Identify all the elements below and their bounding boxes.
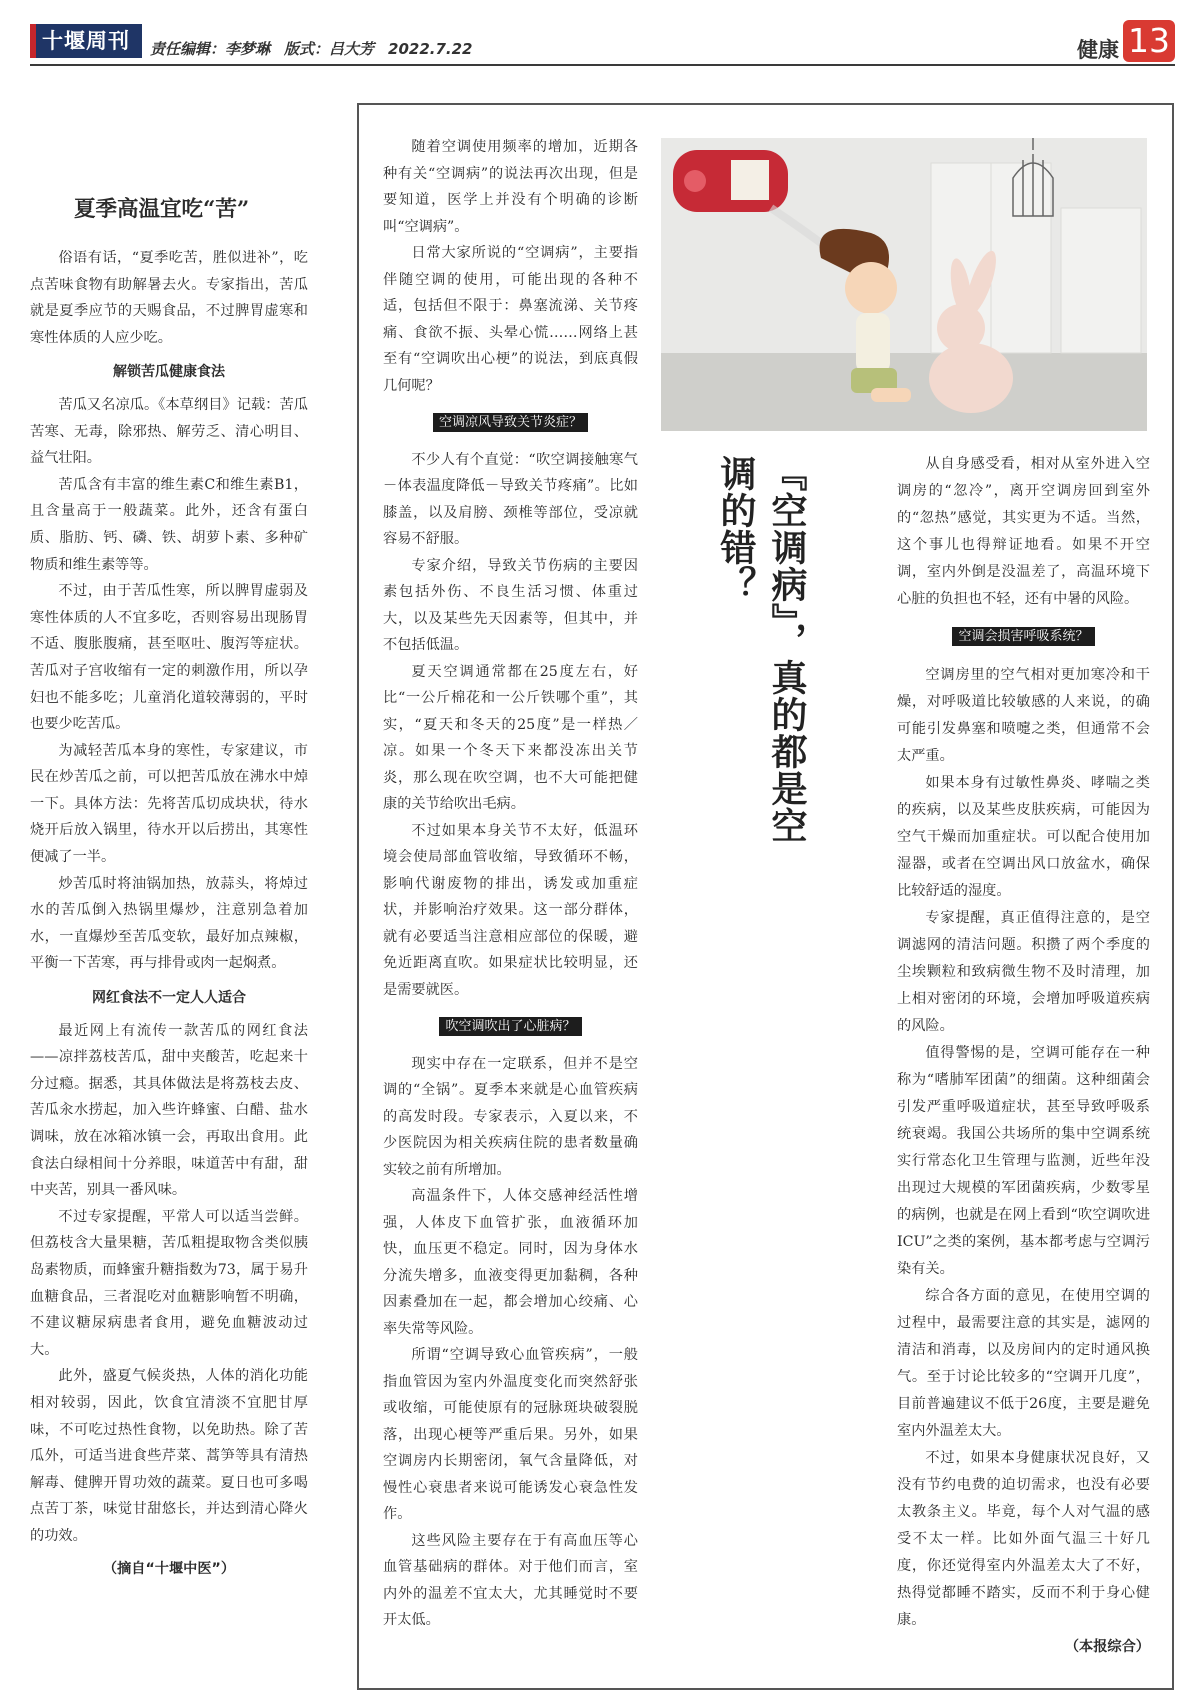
main-article-column-2 — [897, 451, 1150, 1661]
paragraph: 专家介绍，导致关节伤病的主要因素包括外伤、不良生活习惯、体重过大，以及某些先天因素等，但其中，并不包括低温。 — [383, 557, 638, 653]
paragraph: 专家提醒，真正值得注意的，是空调滤网的清洁问题。积攒了两个季度的尘埃颗粒和致病微生物不及时清理，加上相对密闭的环境，会增加呼吸道疾病的风险。 — [897, 910, 1150, 1034]
paragraph: 随着空调使用频率的增加，近期各种有关“空调病”的说法再次出现，但是要知道，医学上并没有个明确的诊断叫“空调病”。 — [383, 139, 638, 235]
section-title: 健康 — [1077, 38, 1119, 62]
paragraph: 高温条件下，人体交感神经活性增强，人体皮下血管扩张，血液循环加快，血压更不稳定。同时，因为身体水分流失增多，血液变得更加黏稠，各种因素叠加在一起，都会增加心绞痛、心率失常等风险。 — [383, 1188, 638, 1337]
paragraph: 综合各方面的意见，在使用空调的过程中，最需要注意的其实是，滤网的清洁和消毒，以及房间内的定时通风换气。至于讨论比较多的“空调开几度”，目前普遍建议不低于26度，主要是避免室内外温差太大。 — [897, 1288, 1150, 1439]
paragraph: 所谓“空调导致心血管疾病”，一般指血管因为室内外温度变化而突然舒张或收缩，可能使原有的冠脉斑块破裂脱落，出现心梗等严重后果。另外，如果空调房内长期密闭，氧气含量降低，对慢性心衰患者来说可能诱发心衰急性发作。 — [383, 1347, 638, 1522]
paragraph: 不过，由于苦瓜性寒，所以脾胃虚弱及寒性体质的人不宜多吃，否则容易出现肠胃不适、腹胀腹痛，甚至呕吐、腹泻等症状。苦瓜对子宫收缩有一定的刺激作用，所以孕妇也不能多吃；儿童消化道较薄弱的，平时也要少吃苦瓜。 — [30, 583, 308, 733]
paragraph: 最近网上有流传一款苦瓜的网红食法——凉拌荔枝苦瓜，甜中夹酸苦，吃起来十分过瘾。据悉，其具体做法是将荔枝去皮、苦瓜汆水捞起，加入些许蜂蜜、白醋、盐水调味，放在冰箱冰镇一会，再取出食用。此食法白绿相间十分养眼，味道苦中有甜，甜中夹苦，别具一番风味。 — [30, 1022, 308, 1199]
subheading-joint — [383, 409, 638, 437]
paragraph: 苦瓜含有丰富的维生素C和维生素B1，且含量高于一般蔬菜。此外，还含有蛋白质、脂肪、钙、磷、铁、胡萝卜素、多种矿物质和维生素等等。 — [30, 476, 308, 573]
paragraph: 苦瓜又名凉瓜。《本草纲目》记载：苦瓜苦寒、无毒，除邪热、解劳乏、清心明目、益气壮阳。 — [30, 396, 308, 467]
subheading-label: 吹空调吹出了心脏病？ — [439, 1017, 581, 1036]
paragraph: 夏天空调通常都在25度左右，好比“一公斤棉花和一公斤铁哪个重”，其实，“夏天和冬天的25度”是一样热／凉。如果一个冬天下来都没冻出关节炎，那么现在吹空调，也不大可能把健康的关节给吹出毛病。 — [383, 663, 638, 812]
main-headline: 『空调病』，真的都是空调的错？ — [715, 455, 808, 844]
layout-designer: 版式：吕大芳 — [284, 40, 375, 58]
paragraph: 炒苦瓜时将油锅加热，放蒜头，将焯过水的苦瓜倒入热锅里爆炒，注意别急着加水，一直爆炒至苦瓜变软，最好加点辣椒，平衡一下苦寒，再与排骨或肉一起焖煮。 — [30, 875, 308, 972]
air-conditioner-illustration — [661, 138, 1147, 431]
subheading-heart — [383, 1013, 638, 1041]
left-article — [30, 195, 308, 1582]
paragraph: 此外，盛夏气候炎热，人体的消化功能相对较弱，因此，饮食宜清淡不宜肥甘厚味，不可吃过热性食物，以免助热。除了苦瓜外，可适当进食些芹菜、蒿笋等具有清热解毒、健脾开胃功效的蔬菜。夏日也可多喝点苦丁茶，味觉甘甜悠长，并达到清心降火的功效。 — [30, 1368, 308, 1544]
paragraph: 这些风险主要存在于有高血压等心血管基础病的群体。对于他们而言，室内外的温差不宜太大，尤其睡觉时不要开太低。 — [383, 1532, 638, 1628]
editor-name: 责任编辑：李梦琳 — [150, 40, 271, 58]
paragraph: 为减轻苦瓜本身的寒性，专家建议，市民在炒苦瓜之前，可以把苦瓜放在沸水中焯一下。具体方法：先将苦瓜切成块状，待水烧开后放入锅里，待水开以后捞出，其寒性便减了一半。 — [30, 742, 308, 866]
main-article-column-1 — [383, 134, 638, 1634]
left-subheading: 解锁苦瓜健康食法 — [113, 364, 225, 381]
left-subheading: 网红食法不一定人人适合 — [92, 990, 246, 1007]
header-divider — [30, 64, 1175, 66]
paragraph: 不过专家提醒，平常人可以适当尝鲜。但荔枝含大量果糖，苦瓜粗提取物含类似胰岛素物质，而蜂蜜升糖指数为73，属于易升血糖食品，三者混吃对血糖影响暂不明确，不建议糖尿病患者食用，避免血糖波动过大。 — [30, 1208, 308, 1358]
editor-credits — [150, 38, 487, 59]
paragraph: 日常大家所说的“空调病”，主要指伴随空调的使用，可能出现的各种不适，包括但不限于：鼻塞流涕、关节疼痛、食欲不振、头晕心慌……网络上甚至有“空调吹出心梗”的说法，到底真假几何呢？ — [383, 245, 638, 394]
paragraph: 空调房里的空气相对更加寒冷和干燥，对呼吸道比较敏感的人来说，的确可能引发鼻塞和喷嚏之类，但通常不会太严重。 — [897, 667, 1150, 764]
subheading-label: 空调会损害呼吸系统？ — [952, 627, 1094, 646]
issue-date: 2022.7.22 — [388, 40, 473, 58]
paragraph: 不过，如果本身健康状况良好，又没有节约电费的迫切需求，也没有必要太教条主义。毕竟，每个人对气温的感受不太一样。比如外面气温三十好几度，你还觉得室内外温差太大了不好，热得觉都睡不踏实，反而不利于身心健康。 — [897, 1450, 1150, 1628]
paragraph: 不过如果本身关节不太好，低温环境会使局部血管收缩，导致循环不畅，影响代谢废物的排出，诱发或加重症状，并影响治疗效果。这一部分群体，就有必要适当注意相应部位的保暖，避免近距离直吹。如果症状比较明显，还是需要就医。 — [383, 822, 638, 998]
paragraph: 值得警惕的是，空调可能存在一种称为“嗜肺军团菌”的细菌。这种细菌会引发严重呼吸道症状，甚至导致呼吸系统衰竭。我国公共场所的集中空调系统实行常态化卫生管理与监测，近些年没出现过大规模的军团菌疾病，少数零星的病例，也就是在网上看到“吹空调吹进ICU”之类的案例，基本都考虑与空调污染有关。 — [897, 1045, 1150, 1277]
paragraph: 现实中存在一定联系，但并不是空调的“全锅”。夏季本来就是心血管疾病的高发时段。专家表示，入夏以来，不少医院因为相关疾病住院的患者数量确实较之前有所增加。 — [383, 1055, 638, 1178]
page-number-badge: 13 — [1123, 20, 1175, 62]
paragraph: 从自身感受看，相对从室外进入空调房的“忽冷”，离开空调房回到室外的“忽热”感觉，其实更为不适。当然，这个事儿也得辩证地看。如果不开空调，室内外倒是没温差了，高温环境下心脏的负担也不轻，还有中暑的风险。 — [897, 456, 1150, 607]
paragraph: 如果本身有过敏性鼻炎、哮喘之类的疾病，以及某些皮肤疾病，可能因为空气干燥而加重症状。可以配合使用加湿器，或者在空调出风口放盆水，确保比较舒适的湿度。 — [897, 775, 1150, 899]
subheading-respiratory — [897, 623, 1150, 650]
article-source: （摘自“十堰中医”） — [102, 1560, 236, 1577]
masthead-logo: 十堰周刊 — [30, 24, 142, 58]
ac-unit-icon — [673, 150, 788, 212]
paragraph: 俗语有话，“夏季吃苦，胜似进补”，吃点苦味食物有助解暑去火。专家指出，苦瓜就是夏季应节的天赐食品，不过脾胃虚寒和寒性体质的人应少吃。 — [30, 250, 308, 346]
article-source: （本报综合） — [1064, 1639, 1150, 1655]
subheading-label: 空调凉风导致关节炎症？ — [433, 413, 588, 432]
paragraph: 不少人有个直觉：“吹空调接触寒气－体表温度降低－导致关节疼痛”。比如膝盖，以及肩膀、颈椎等部位，受凉就容易不舒服。 — [383, 451, 638, 547]
masthead-accent — [30, 24, 36, 58]
left-article-title: 夏季高温宜吃“苦” — [74, 197, 250, 222]
